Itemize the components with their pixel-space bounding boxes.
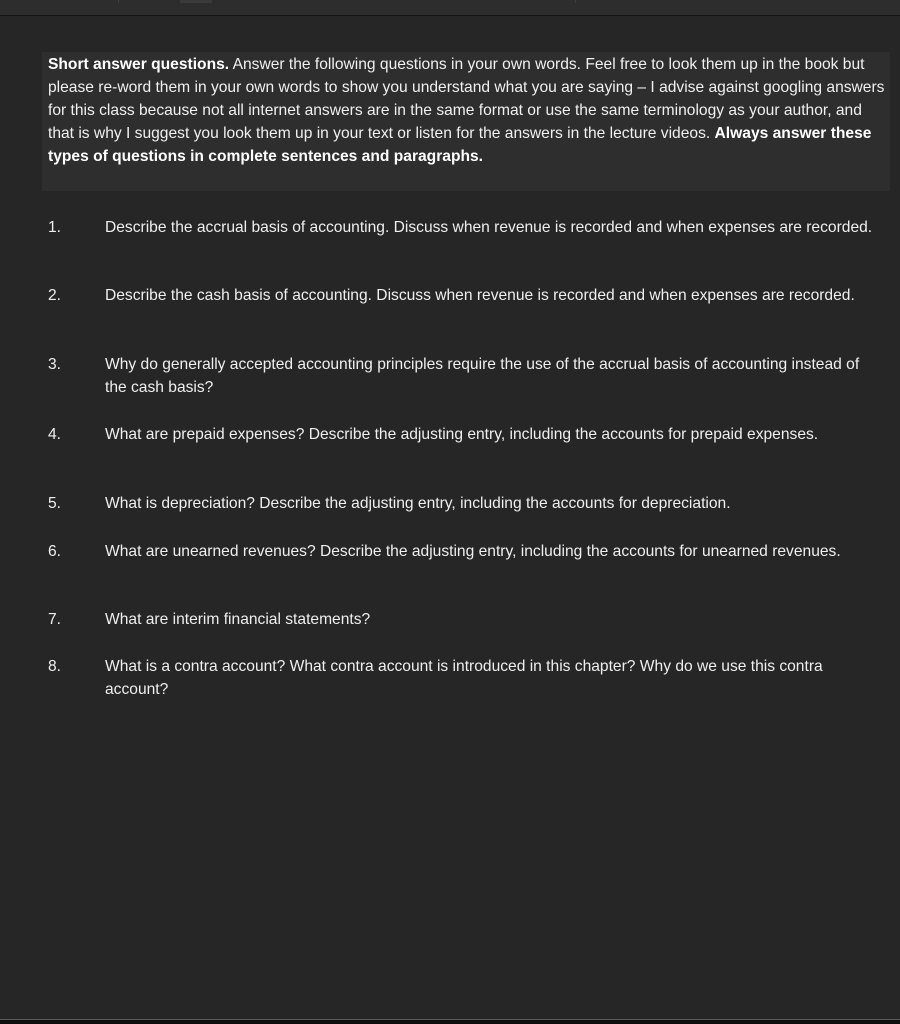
question-number: 5. [48,495,62,512]
document-page [48,52,900,698]
question-text: What is a contra account? What contra account is introduced in this chapter? Why do we use this contra account? [105,658,823,698]
instructions-heading: Short answer questions. [48,56,230,73]
question-text: What is depreciation? Describe the adjusting entry, including the accounts for depreciation. [105,495,731,512]
question-text: What are unearned revenues? Describe the adjusting entry, including the accounts for unearned revenues. [105,543,841,560]
question-number: 4. [48,426,62,443]
instructions-text: Answer the following questions in your own words. Feel free to look them up in the book but please re-word them in your own words to show you understand what you are saying – I advise against googling answers for this class because not all internet answers are in the same format or use the same terminology as your author, and that is why I suggest you look them up in your text or listen for the answers in the lecture videos. [48,56,885,142]
ruler-tick [575,0,576,3]
question-text: What are interim financial statements? [105,611,371,628]
question-number: 2. [48,287,62,304]
instructions-emphasis: Always answer these types of questions in complete sentences and paragraphs. [48,125,872,165]
question-text: Why do generally accepted accounting principles require the use of the accrual basis of accounting instead of the cash basis? [105,356,860,396]
ruler-tick [118,0,119,3]
question-number: 6. [48,543,62,560]
ruler-marker [180,0,212,3]
question-text: What are prepaid expenses? Describe the adjusting entry, including the accounts for prepaid expenses. [105,426,819,443]
question-number: 3. [48,356,62,373]
question-text: Describe the cash basis of accounting. Discuss when revenue is recorded and when expenses are recorded. [105,287,855,304]
bottom-edge-strip [0,1019,900,1024]
question-text: Describe the accrual basis of accounting. Discuss when revenue is recorded and when expenses are recorded. [105,219,873,236]
top-toolbar-strip [0,0,900,16]
question-number: 8. [48,658,62,675]
instructions-paragraph [42,52,890,191]
question-number: 1. [48,219,62,236]
question-number: 7. [48,611,62,628]
